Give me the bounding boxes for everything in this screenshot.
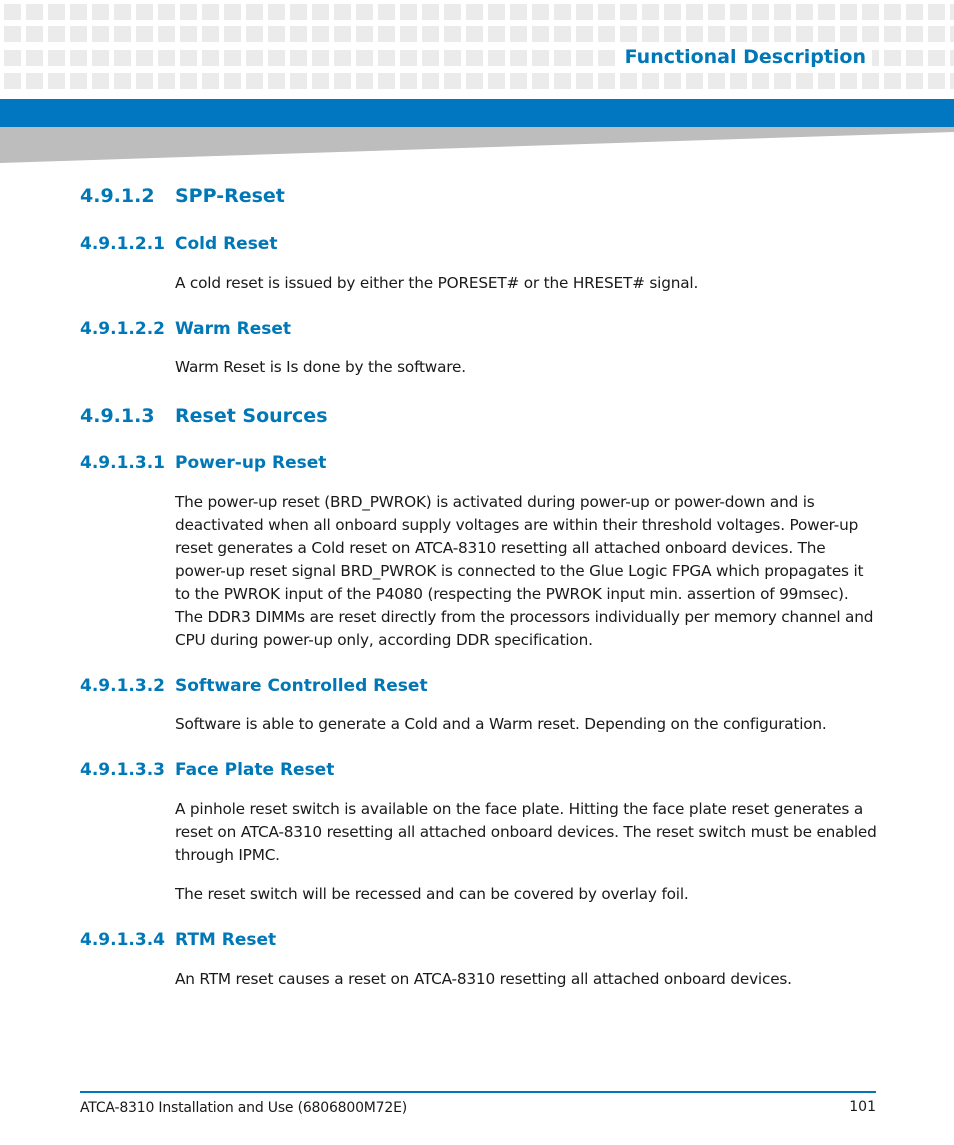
footer-document-title: ATCA-8310 Installation and Use (6806800M72E) bbox=[80, 1100, 407, 1116]
section-number: 4.9.1.3.2 bbox=[80, 676, 165, 696]
section-title: SPP-Reset bbox=[175, 185, 285, 207]
section-number: 4.9.1.2 bbox=[80, 185, 155, 207]
header-grey-stripe bbox=[0, 127, 954, 163]
section-title: Face Plate Reset bbox=[175, 760, 335, 780]
header-blue-band bbox=[0, 99, 954, 127]
section-title: Cold Reset bbox=[175, 234, 278, 254]
body-paragraph: A cold reset is issued by either the PORESET# or the HRESET# signal. bbox=[175, 274, 699, 292]
body-paragraph: The power-up reset (BRD_PWROK) is activated during power-up or power-down and is deactivated when all onboard supply voltages are within their threshold voltages. Power-up reset generates a Cold reset on ATCA-8310 resetting all attached onboard devices. The power-up reset signal BRD_PWROK is connected to the Glue Logic FPGA which propagates it to the PWROK input of the P4080 (respecting the PWROK input min. assertion of 99msec). The DDR3 DIMMs are reset directly from the processors individually per memory channel and CPU during power-up only, according DDR specification. bbox=[175, 493, 874, 649]
chapter-title: Functional Description bbox=[619, 42, 872, 72]
body-paragraph: The reset switch will be recessed and can be covered by overlay foil. bbox=[175, 885, 689, 903]
section-number: 4.9.1.2.2 bbox=[80, 319, 165, 339]
section-number: 4.9.1.3.4 bbox=[80, 930, 165, 950]
body-paragraph: Warm Reset is Is done by the software. bbox=[175, 358, 466, 376]
section-number: 4.9.1.3.3 bbox=[80, 760, 165, 780]
body-paragraph: An RTM reset causes a reset on ATCA-8310 resetting all attached onboard devices. bbox=[175, 970, 792, 988]
footer-rule bbox=[80, 1091, 876, 1093]
section-title: Power-up Reset bbox=[175, 453, 327, 473]
section-number: 4.9.1.2.1 bbox=[80, 234, 165, 254]
body-paragraph: Software is able to generate a Cold and a Warm reset. Depending on the configuration. bbox=[175, 715, 827, 733]
section-title: Software Controlled Reset bbox=[175, 676, 428, 696]
section-number: 4.9.1.3 bbox=[80, 405, 155, 427]
body-paragraph: A pinhole reset switch is available on the face plate. Hitting the face plate reset generates a reset on ATCA-8310 resetting all attached onboard devices. The reset switch must be enabled through IPMC. bbox=[175, 800, 877, 864]
page-number: 101 bbox=[849, 1099, 876, 1115]
section-number: 4.9.1.3.1 bbox=[80, 453, 165, 473]
section-title: Reset Sources bbox=[175, 405, 328, 427]
section-title: Warm Reset bbox=[175, 319, 292, 339]
section-title: RTM Reset bbox=[175, 930, 277, 950]
